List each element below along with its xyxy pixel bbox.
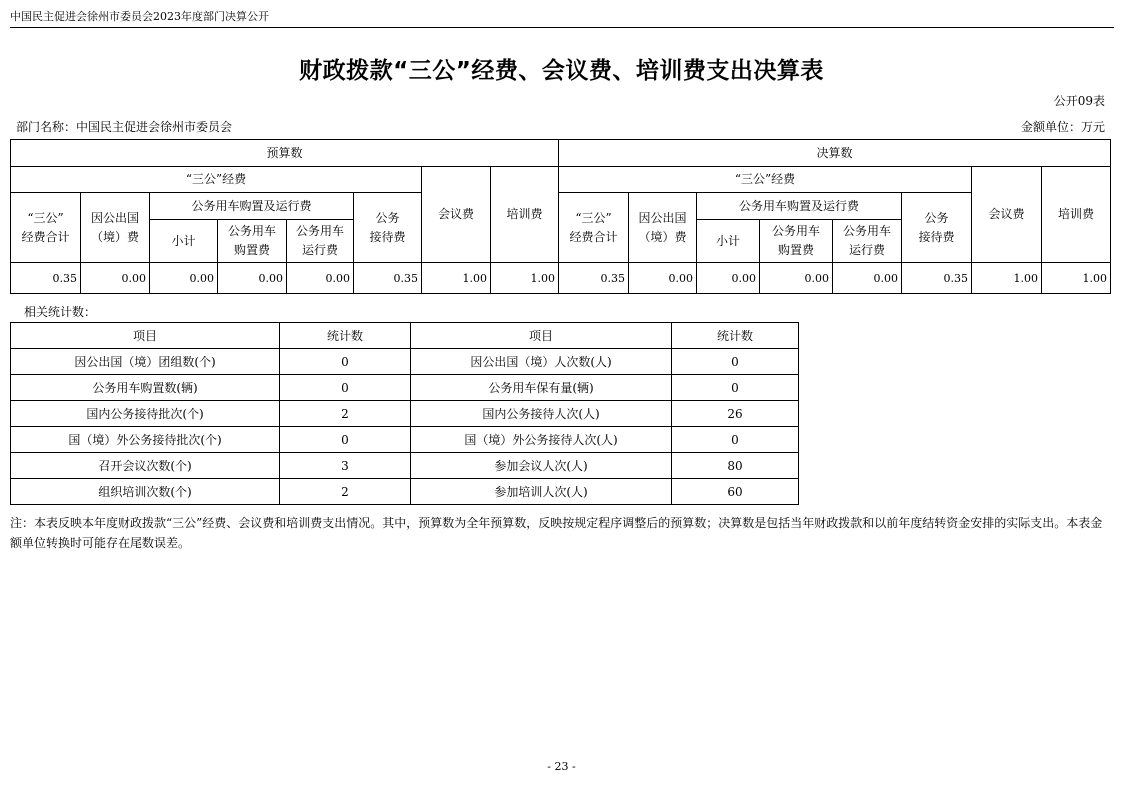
values-row — [11, 263, 1111, 294]
stat-count: 0 — [280, 375, 411, 401]
header-text: 公务用车 — [772, 224, 821, 238]
value-cell: 0.00 — [218, 263, 287, 294]
item-header: 项目 — [411, 323, 672, 349]
abroad-fee-header-budget — [81, 193, 150, 263]
training-fee-header-budget: 培训费 — [491, 167, 559, 263]
footnote: 注：本表反映本年度财政拨款“三公”经费、会议费和培训费支出情况。其中，预算数为全年预算数，反映按规定程序调整后的预算数；决算数是包括当年财政拨款和以前年度结转资金安排的实际支出。本表金额单位转换时可能存在尾数误差。 — [10, 516, 1103, 550]
header-text: 公务用车 — [227, 224, 276, 238]
stat-item: 国（境）外公务接待批次(个) — [11, 427, 280, 453]
value-cell: 0.00 — [697, 263, 760, 294]
value-cell: 0.35 — [354, 263, 422, 294]
count-header: 统计数 — [280, 323, 411, 349]
value-cell: 0.35 — [11, 263, 81, 294]
reception-fee-header-final — [902, 193, 972, 263]
sangong-header-budget: “三公”经费 — [11, 167, 422, 193]
value-cell: 0.00 — [833, 263, 902, 294]
page-title: 财政拨款“三公”经费、会议费、培训费支出决算表 — [299, 58, 824, 84]
meeting-fee-header-final: 会议费 — [972, 167, 1042, 263]
budget-header: 预算数 — [11, 140, 559, 167]
stat-item: 公务用车保有量(辆) — [411, 375, 672, 401]
value-cell: 0.00 — [629, 263, 697, 294]
header-text: 公务 — [375, 210, 400, 225]
subtotal-header-budget: 小计 — [150, 220, 218, 263]
unit-label: 金额单位：万元 — [1020, 120, 1105, 134]
value-cell: 0.00 — [81, 263, 150, 294]
stat-count: 0 — [280, 427, 411, 453]
stat-item: 国内公务接待批次(个) — [11, 401, 280, 427]
value-cell: 1.00 — [491, 263, 559, 294]
abroad-fee-header-final — [629, 193, 697, 263]
header-text: 公务用车 — [295, 224, 344, 238]
header-text: “三公” — [27, 210, 64, 225]
value-cell: 0.00 — [287, 263, 354, 294]
table-row — [11, 427, 799, 453]
value-cell: 0.00 — [150, 263, 218, 294]
stat-count: 0 — [280, 349, 411, 375]
stat-count: 80 — [672, 453, 799, 479]
final-header: 决算数 — [559, 140, 1111, 167]
stat-item: 国（境）外公务接待人次(人) — [411, 427, 672, 453]
sangong-header-final: “三公”经费 — [559, 167, 972, 193]
value-cell: 1.00 — [1042, 263, 1111, 294]
training-fee-header-final: 培训费 — [1042, 167, 1111, 263]
stat-item: 公务用车购置数(辆) — [11, 375, 280, 401]
table-number: 公开09表 — [1053, 94, 1105, 108]
meeting-fee-header-budget: 会议费 — [422, 167, 491, 263]
header-text: 经费合计 — [569, 229, 618, 244]
vehicle-group-header-final: 公务用车购置及运行费 — [697, 193, 902, 220]
header-text: 公务 — [924, 210, 949, 225]
stat-item: 国内公务接待人次(人) — [411, 401, 672, 427]
table-row — [11, 479, 799, 505]
header-text: 因公出国 — [638, 210, 687, 225]
page-number: - 23 - — [547, 760, 576, 773]
value-cell: 1.00 — [972, 263, 1042, 294]
item-header: 项目 — [11, 323, 280, 349]
stat-count: 3 — [280, 453, 411, 479]
stat-item: 参加培训人次(人) — [411, 479, 672, 505]
count-header: 统计数 — [672, 323, 799, 349]
stat-count: 2 — [280, 479, 411, 505]
header-text: 公务用车 — [843, 224, 892, 238]
vehicle-purchase-header-final — [760, 220, 833, 263]
vehicle-running-header-final — [833, 220, 902, 263]
header-text: 运行费 — [301, 243, 338, 257]
value-cell: 0.00 — [760, 263, 833, 294]
header-text: 购置费 — [778, 243, 815, 257]
header-text: 接待费 — [369, 229, 406, 244]
stat-item: 因公出国（境）人次数(人) — [411, 349, 672, 375]
value-cell: 0.35 — [902, 263, 972, 294]
header-text: “三公” — [575, 210, 612, 225]
expenditure-table — [10, 139, 1111, 294]
sangong-total-header-budget — [11, 193, 81, 263]
subtotal-header-final: 小计 — [697, 220, 760, 263]
header-text: 运行费 — [849, 243, 886, 257]
stat-count: 26 — [672, 401, 799, 427]
stats-header-row — [11, 323, 799, 349]
stat-count: 60 — [672, 479, 799, 505]
department-label: 部门名称：中国民主促进会徐州市委员会 — [16, 120, 233, 134]
stat-item: 因公出国（境）团组数(个) — [11, 349, 280, 375]
header-text: 接待费 — [918, 229, 955, 244]
value-cell: 1.00 — [422, 263, 491, 294]
header-text: （境）费 — [90, 229, 139, 244]
stats-table — [10, 322, 799, 505]
value-cell: 0.35 — [559, 263, 629, 294]
stats-label: 相关统计数： — [24, 305, 97, 319]
stat-count: 0 — [672, 427, 799, 453]
header-text: （境）费 — [638, 229, 687, 244]
vehicle-running-header-budget — [287, 220, 354, 263]
table-row — [11, 375, 799, 401]
stat-item: 组织培训次数(个) — [11, 479, 280, 505]
header-text: 经费合计 — [21, 229, 70, 244]
document-header: 中国民主促进会徐州市委员会2023年度部门决算公开 — [10, 10, 1114, 28]
vehicle-group-header-budget: 公务用车购置及运行费 — [150, 193, 354, 220]
vehicle-purchase-header-budget — [218, 220, 287, 263]
stat-item: 召开会议次数(个) — [11, 453, 280, 479]
stat-item: 参加会议人次(人) — [411, 453, 672, 479]
stat-count: 0 — [672, 375, 799, 401]
sangong-total-header-final — [559, 193, 629, 263]
table-row — [11, 401, 799, 427]
table-row — [11, 453, 799, 479]
header-text: 购置费 — [233, 243, 270, 257]
reception-fee-header-budget — [354, 193, 422, 263]
stat-count: 0 — [672, 349, 799, 375]
stat-count: 2 — [280, 401, 411, 427]
table-row — [11, 349, 799, 375]
header-text: 因公出国 — [90, 210, 139, 225]
